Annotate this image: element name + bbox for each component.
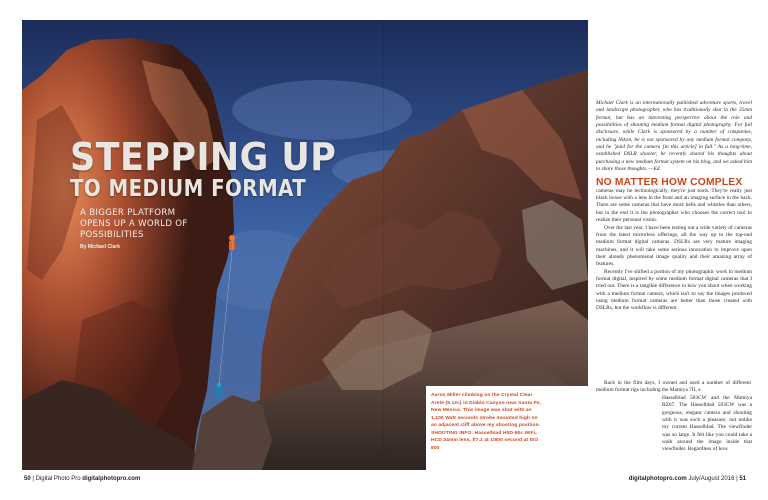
page-number-right: 51 bbox=[739, 476, 746, 482]
folio-left: 50 | Digital Photo Pro digitalphotopro.com bbox=[24, 476, 141, 482]
body-paragraph: Recently I've shifted a portion of my photographic work to medium format digital, inspired by some medium format digital cameras that I tried out. There is a tangible difference in how you shoot when working with a medium format camera, which isn't to say the images produced using medium format cameras are better than those created with DSLRs, but the workflow is different. bbox=[596, 268, 752, 312]
body-paragraph: cameras may be technologically, they're just tools. They're really just black boxes with a lens in the front and an imaging surface in the back. There are some cameras that have more bells and whistles than others, but in the end it is the photographer who chooses the correct tool to realize their personal vision. bbox=[596, 187, 752, 224]
article-byline: By Michael Clark bbox=[80, 244, 121, 250]
section-heading: NO MATTER HOW COMPLEX bbox=[596, 177, 743, 189]
article-subhead: A BIGGER PLATFORM OPENS UP A WORLD OF POSSIBILITIES bbox=[80, 208, 188, 240]
body-paragraph-lead: Back in the film days, I owned and used a number of different medium format rigs including the Mamiya 7II, a bbox=[596, 380, 751, 394]
magazine-url-left: digitalphotopro.com bbox=[82, 476, 141, 482]
editor-intro: Michael Clark is an internationally published adventure sports, travel and landscape photographer, who has traditionally shot in the 35mm format, but has an interesting perspective about the role and possibilities of shooting medium format digital photography. For full disclosure, while Clark is sponsored by a number of companies, including Nikon, he is not sponsored by any medium format company, and he "paid for the camera [in this article] in full." As a long-time, established DSLR shooter, he recently shared his thoughts about purchasing a new medium format system on his blog, and we asked him to share those thoughts. —Ed. bbox=[596, 100, 752, 173]
folio-right: digitalphotopro.com July/August 2016 | 51 bbox=[628, 476, 746, 482]
headline-line-1: STEPPING UP bbox=[70, 135, 337, 179]
body-paragraph-wrap: Hasselblad 503CW and the Mamiya RZ67. The Hasselblad 503CW was a gorgeous, elegant camera and shooting with it was such a pleasure, not unlike my current Hasselblad. The viewfinder was so large. It felt like you could take a walk around the image inside that viewfinder. Regardless of how bbox=[662, 395, 752, 453]
headline-line-2: TO MEDIUM FORMAT bbox=[70, 176, 307, 202]
article-text-column bbox=[596, 100, 752, 313]
page-gutter bbox=[383, 20, 385, 470]
photo-caption: Aaron Miller climbing on the Crystal Clear Arete (5.12c) in Diablo Canyon near Santa Fe, New Mexico. This image was shot with an 1,100 Watt seconds strobe mounted high on an adjacent cliff above my shooting position. SHOOTING INFO: Hasselblad H5D-50c WiFi, HCD 24mm lens, f/7.1 at 1/800 second at ISO 800 bbox=[431, 393, 541, 451]
page-number-left: 50 bbox=[24, 476, 31, 482]
issue-date: July/August 2016 bbox=[688, 476, 735, 482]
article-headline bbox=[70, 135, 360, 202]
body-paragraph: Over the last year, I have been testing out a wide variety of cameras from the latest mirrorless offerings, all the way up to the top-end medium format digital cameras. DSLRs are very mature imaging machines, and it will take some serious innovation to improve upon their already phenomenal image quality and their amazing array of features. bbox=[596, 224, 752, 268]
magazine-url-right: digitalphotopro.com bbox=[628, 476, 687, 482]
magazine-title: Digital Photo Pro bbox=[35, 476, 81, 482]
